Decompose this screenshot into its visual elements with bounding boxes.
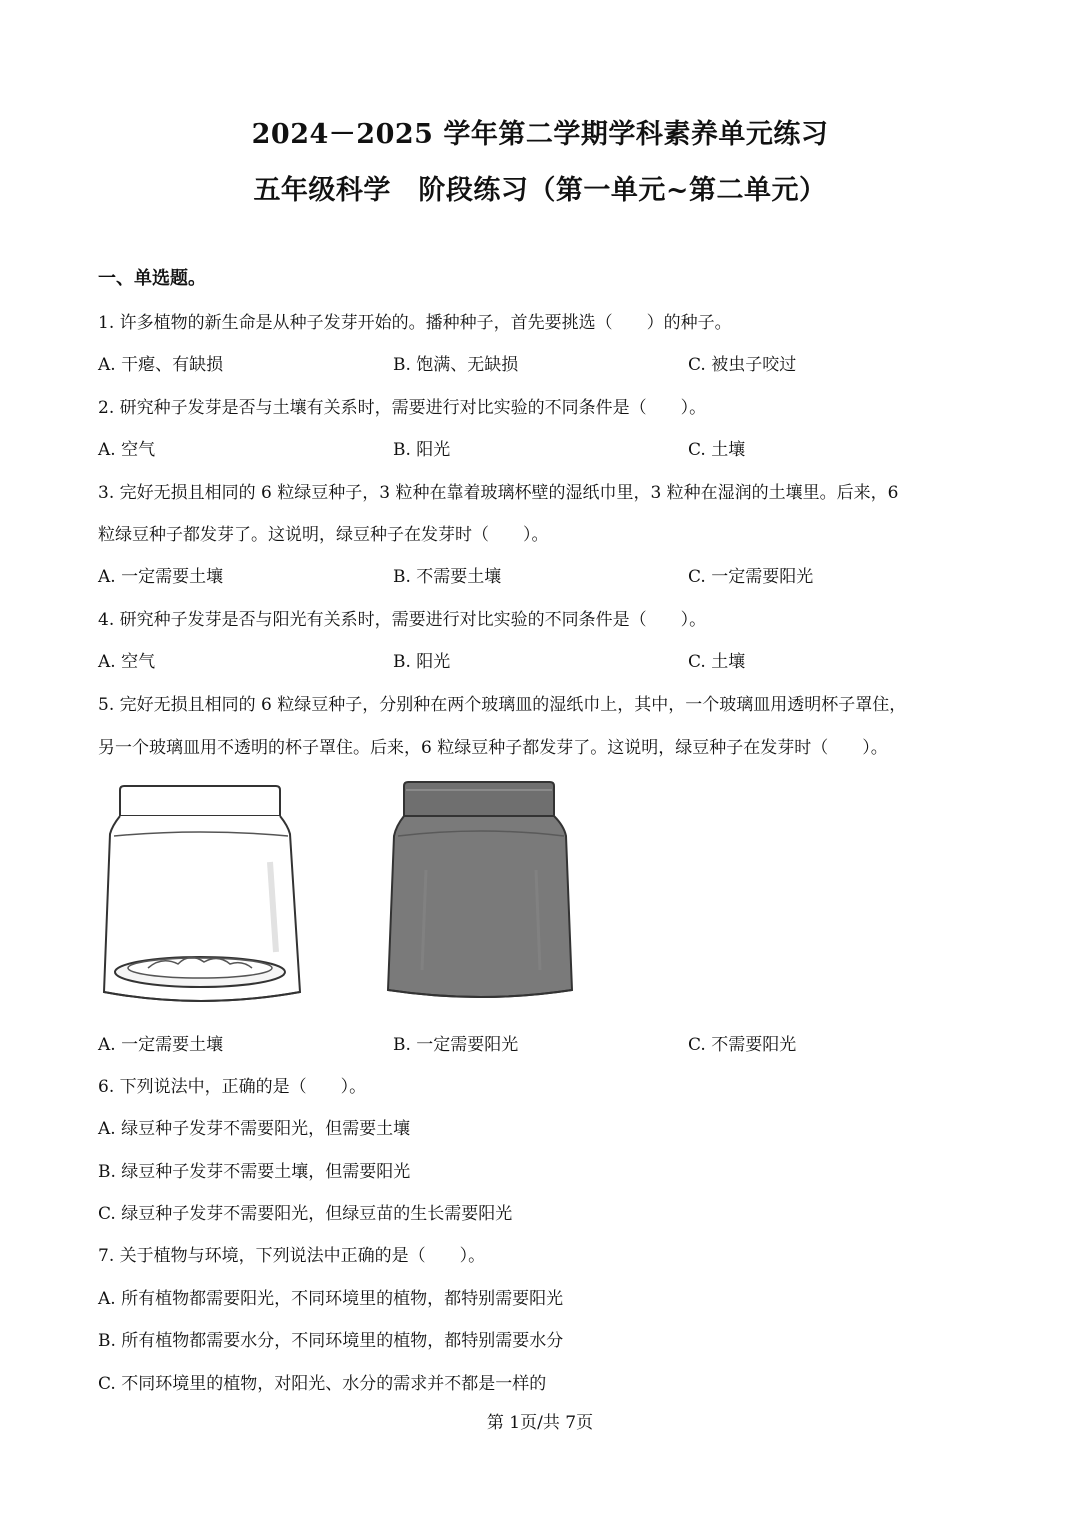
exam-subtitle: 五年级科学 阶段练习（第一单元~第二单元） bbox=[253, 175, 827, 206]
question-4-option-a[interactable]: A. 空气 bbox=[98, 652, 156, 672]
question-3-stem-line1: 3. 完好无损且相同的 6 粒绿豆种子，3 粒种在靠着玻璃杯壁的湿纸巾里，3 粒种在湿润的土壤里。后来，6 bbox=[98, 483, 899, 503]
page-number: 第 1页/共 7页 bbox=[486, 1413, 594, 1433]
question-5-option-b[interactable]: B. 一定需要阳光 bbox=[393, 1035, 519, 1055]
question-3-option-c[interactable]: C. 一定需要阳光 bbox=[688, 567, 814, 587]
question-5-option-c[interactable]: C. 不需要阳光 bbox=[688, 1035, 797, 1055]
question-1-option-a[interactable]: A. 干瘪、有缺损 bbox=[98, 355, 224, 375]
question-5-option-a[interactable]: A. 一定需要土壤 bbox=[98, 1035, 224, 1055]
question-4-stem: 4. 研究种子发芽是否与阳光有关系时，需要进行对比实验的不同条件是（ ）。 bbox=[98, 610, 707, 630]
question-2-option-c[interactable]: C. 土壤 bbox=[688, 440, 746, 460]
question-3-option-b[interactable]: B. 不需要土壤 bbox=[393, 567, 502, 587]
question-4-option-b[interactable]: B. 阳光 bbox=[393, 652, 451, 672]
question-4-option-c[interactable]: C. 土壤 bbox=[688, 652, 746, 672]
question-7-option-b[interactable]: B. 所有植物都需要水分，不同环境里的植物，都特别需要水分 bbox=[98, 1331, 564, 1351]
question-3-option-a[interactable]: A. 一定需要土壤 bbox=[98, 567, 224, 587]
question-7-option-a[interactable]: A. 所有植物都需要阳光，不同环境里的植物，都特别需要阳光 bbox=[98, 1289, 564, 1309]
question-2-options bbox=[98, 435, 998, 461]
question-1-option-b[interactable]: B. 饱满、无缺损 bbox=[393, 355, 519, 375]
question-7-stem: 7. 关于植物与环境，下列说法中正确的是（ ）。 bbox=[98, 1246, 486, 1266]
exam-title: 2024－2025 学年第二学期学科素养单元练习 bbox=[251, 119, 829, 150]
question-2-option-b[interactable]: B. 阳光 bbox=[393, 440, 451, 460]
question-5-options bbox=[98, 1030, 998, 1056]
question-3-stem-line2: 粒绿豆种子都发芽了。这说明，绿豆种子在发芽时（ ）。 bbox=[98, 525, 549, 545]
question-4-options bbox=[98, 647, 998, 673]
question-6-stem: 6. 下列说法中，正确的是（ ）。 bbox=[98, 1077, 367, 1097]
question-3-options bbox=[98, 562, 998, 588]
question-6-option-c[interactable]: C. 绿豆种子发芽不需要阳光，但绿豆苗的生长需要阳光 bbox=[98, 1204, 513, 1224]
question-5-stem-line2: 另一个玻璃皿用不透明的杯子罩住。后来，6 粒绿豆种子都发芽了。这说明，绿豆种子在发芽时（ ）。 bbox=[98, 738, 888, 758]
opaque-cup-illustration bbox=[386, 780, 576, 1005]
transparent-cup-illustration bbox=[100, 782, 305, 1007]
question-5-stem-line1: 5. 完好无损且相同的 6 粒绿豆种子，分别种在两个玻璃皿的湿纸巾上，其中，一个玻璃皿用透明杯子罩住， bbox=[98, 695, 907, 715]
question-6-option-a[interactable]: A. 绿豆种子发芽不需要阳光，但需要土壤 bbox=[98, 1119, 411, 1139]
question-7-option-c[interactable]: C. 不同环境里的植物，对阳光、水分的需求并不都是一样的 bbox=[98, 1374, 547, 1394]
section-heading: 一、单选题。 bbox=[98, 268, 206, 289]
question-6-option-b[interactable]: B. 绿豆种子发芽不需要土壤，但需要阳光 bbox=[98, 1162, 411, 1182]
question-1-options bbox=[98, 350, 998, 376]
question-1-option-c[interactable]: C. 被虫子咬过 bbox=[688, 355, 797, 375]
question-1-stem: 1. 许多植物的新生命是从种子发芽开始的。播种种子，首先要挑选（ ）的种子。 bbox=[98, 313, 732, 333]
question-2-option-a[interactable]: A. 空气 bbox=[98, 440, 156, 460]
question-2-stem: 2. 研究种子发芽是否与土壤有关系时，需要进行对比实验的不同条件是（ ）。 bbox=[98, 398, 707, 418]
